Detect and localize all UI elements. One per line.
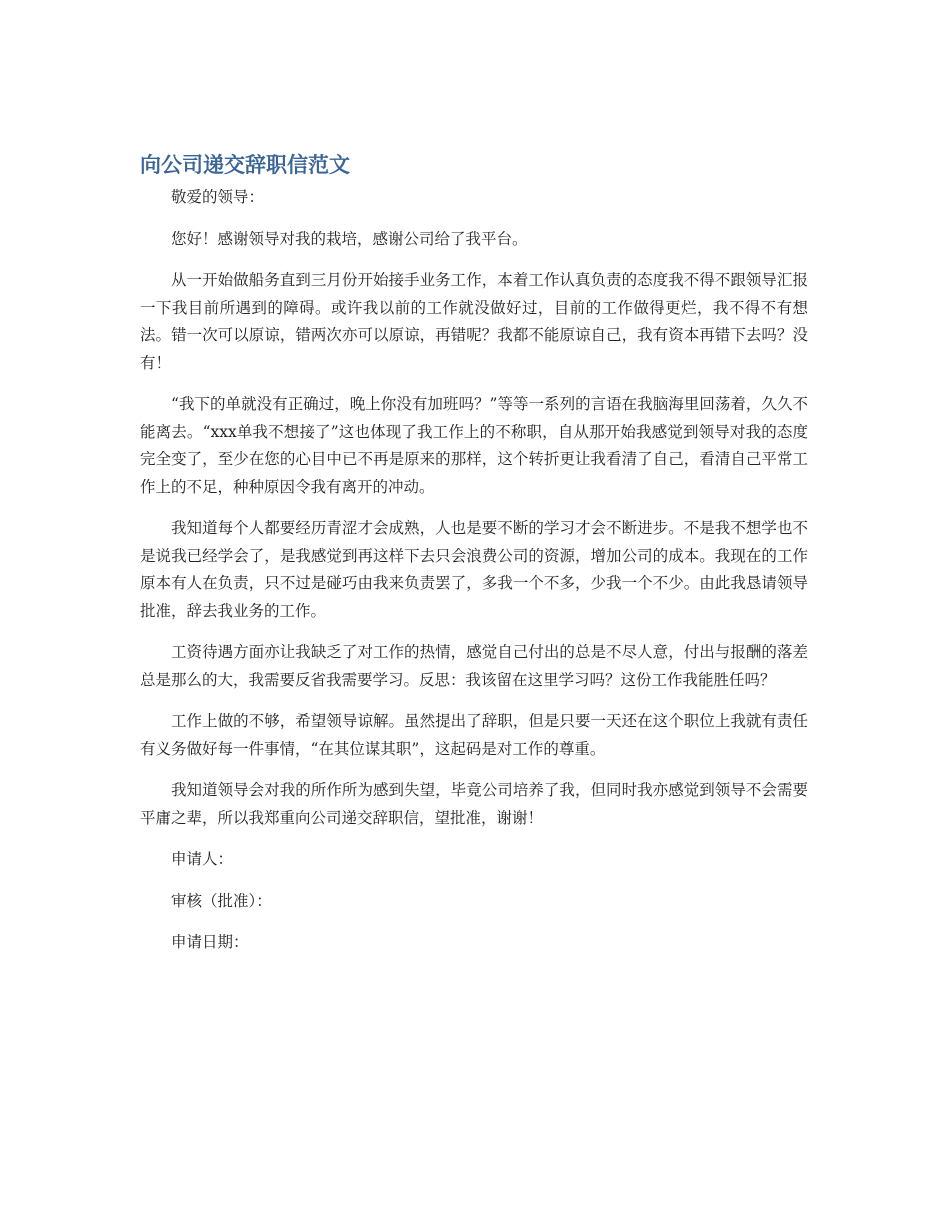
document-title: 向公司递交辞职信范文 <box>140 153 350 177</box>
paragraph-salary: 工资待遇方面亦让我缺乏了对工作的热情，感觉自己付出的总是不尽人意，付出与报酬的落差总是那么的大，我需要反省我需要学习。反思：我该留在这里学习吗？这份工作我能胜任吗？ <box>140 643 808 689</box>
paragraph-responsibility: 工作上做的不够，希望领导谅解。虽然提出了辞职，但是只要一天还在这个职位上我就有责任有义务做好每一件事情，“在其位谋其职”，这起码是对工作的尊重。 <box>140 712 808 758</box>
approval-label: 审核（批准）： <box>171 891 272 910</box>
paragraph-growth: 我知道每个人都要经历青涩才会成熟，人也是要不断的学习才会不断进步。不是我不想学也不是说我已经学会了，是我感觉到再这样下去只会浪费公司的资源，增加公司的成本。我现在的工作原本有人在负责，只不过是碰巧由我来负责罢了，多我一个不多，少我一个不少。由此我恳请领导批准，辞去我业务的工作。 <box>140 519 808 620</box>
paragraph-closing: 我知道领导会对我的所作所为感到失望，毕竟公司培养了我，但同时我亦感觉到领导不会需要平庸之辈，所以我郑重向公司递交辞职信，望批准，谢谢！ <box>140 781 808 827</box>
paragraph-criticism: “我下的单就没有正确过，晚上你没有加班吗？”等等一系列的言语在我脑海里回荡着，久久不能离去。“xxx单我不想接了”这也体现了我工作上的不称职，自从那开始我感觉到领导对我的态度完全变了，至少在您的心目中已不再是原来的那样，这个转折更让我看清了自己，看清自己平常工作上的不足，种种原因令我有离开的冲动。 <box>140 395 808 496</box>
date-label: 申请日期： <box>171 933 249 951</box>
document-body <box>140 148 808 971</box>
paragraph-work-background: 从一开始做船务直到三月份开始接手业务工作，本着工作认真负责的态度我不得不跟领导汇报一下我目前所遇到的障碍。或许我以前的工作就没做好过，目前的工作做得更烂，我不得不有想法。错一次可以原谅，错两次亦可以原谅，再错呢？我都不能原谅自己，我有资本再错下去吗？没有！ <box>140 271 808 372</box>
paragraph-opening: 您好！感谢领导对我的栽培，感谢公司给了我平台。 <box>171 229 528 248</box>
applicant-label: 申请人： <box>171 850 234 868</box>
greeting: 敬爱的领导： <box>171 188 265 206</box>
